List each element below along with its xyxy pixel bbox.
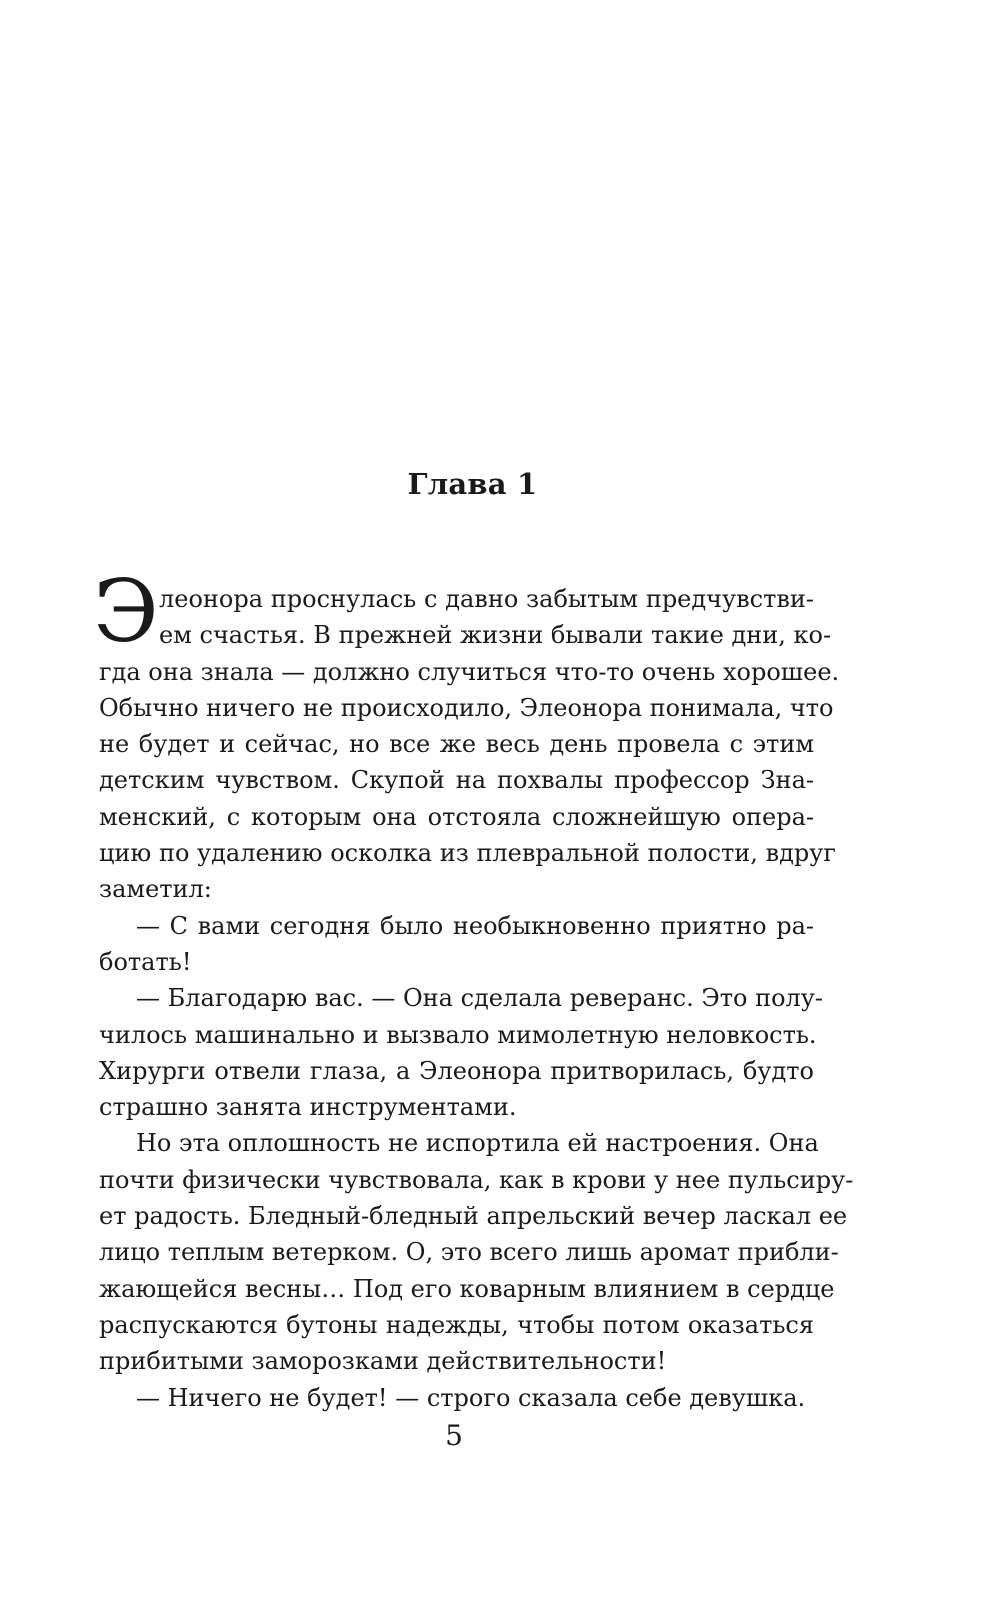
text-line: прибитыми заморозками действительности!	[99, 1347, 667, 1376]
text-line: лицо теплым ветерком. О, это всего лишь аромат прибли-	[99, 1238, 839, 1267]
text-line: ем счастья. В прежней жизни бывали такие дни, ко-	[159, 621, 832, 650]
drop-cap: Э	[93, 562, 159, 662]
body-text	[93, 562, 854, 1416]
text-line: ботать!	[99, 947, 192, 976]
text-line: распускаются бутоны надежды, чтобы потом оказаться	[99, 1310, 814, 1339]
text-line: страшно занята инструментами.	[99, 1093, 517, 1122]
page-number: 5	[445, 1419, 463, 1452]
text-line: гда она знала — должно случиться что-то очень хорошее.	[99, 657, 840, 686]
text-line: чилось машинально и вызвало мимолетную неловкость.	[99, 1020, 817, 1049]
text-line: — Благодарю вас. — Она сделала реверанс. Это полу-	[136, 984, 824, 1013]
text-line: жающейся весны… Под его коварным влиянием в сердце	[99, 1274, 835, 1303]
text-line: Но эта оплошность не испортила ей настроения. Она	[136, 1129, 819, 1158]
text-line: не будет и сейчас, но все же весь день провела с этим	[99, 730, 814, 759]
text-line: — С вами сегодня было необыкновенно приятно ра-	[136, 911, 814, 940]
text-line: менский, с которым она отстояла сложнейшую опера-	[99, 802, 814, 831]
text-line: — Ничего не будет! — строго сказала себе девушка.	[136, 1383, 806, 1412]
text-line: Обычно ничего не происходило, Элеонора понимала, что	[99, 693, 834, 722]
text-line: заметил:	[99, 875, 212, 904]
text-line: детским чувством. Скупой на похвалы профессор Зна-	[99, 766, 814, 795]
chapter-title: Глава 1	[407, 467, 538, 501]
text-line: цию по удалению осколка из плевральной полости, вдруг	[99, 839, 836, 868]
text-line: ет радость. Бледный-бледный апрельский вечер ласкал ее	[99, 1202, 848, 1231]
text-line: леонора проснулась с давно забытым предчувстви-	[159, 585, 814, 613]
text-line: Хирурги отвели глаза, а Элеонора притворилась, будто	[99, 1056, 814, 1085]
text-line: почти физически чувствовала, как в крови у нее пульсиру-	[99, 1165, 854, 1194]
